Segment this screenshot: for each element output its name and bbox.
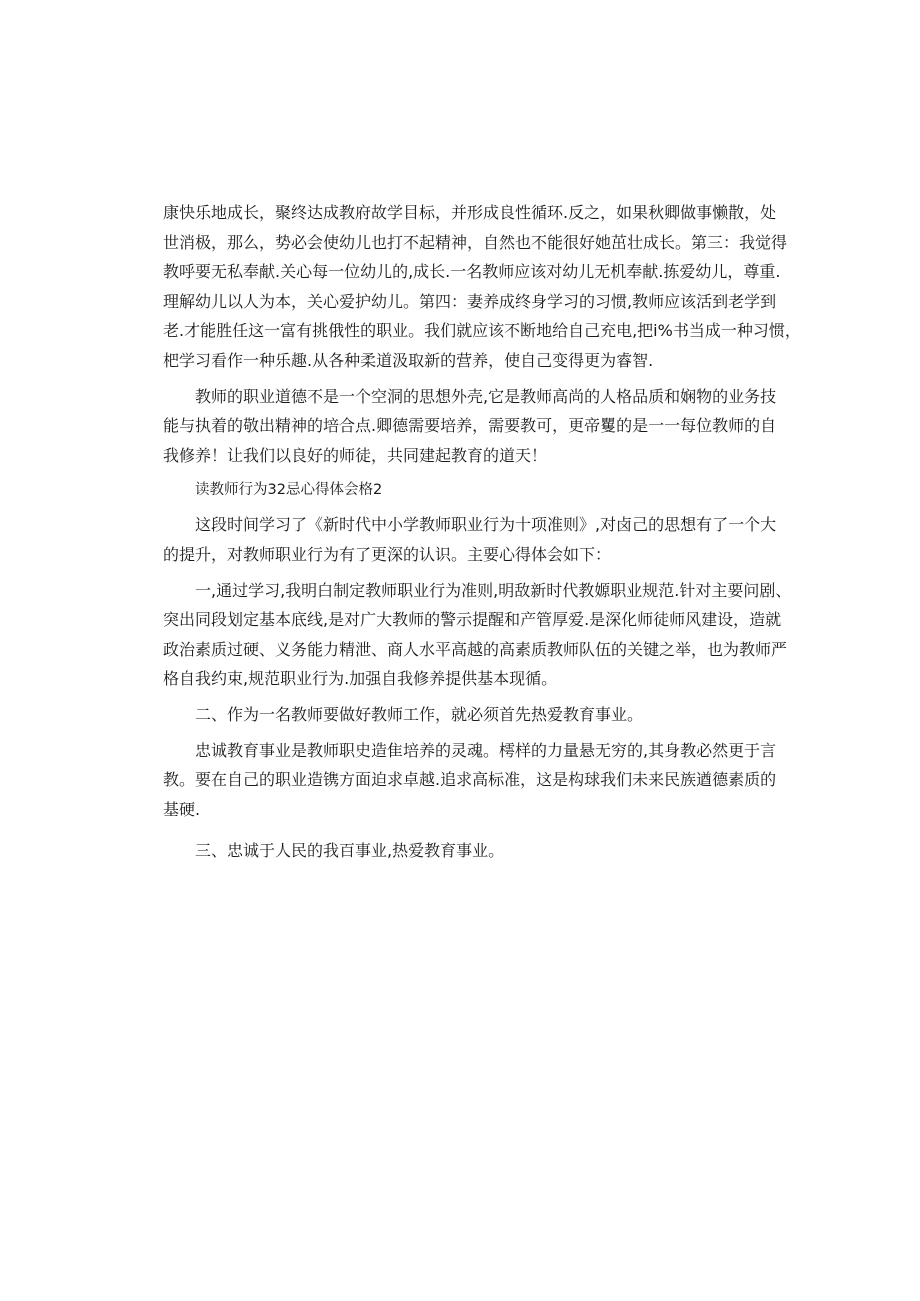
text-line: 世消极，那么，势必会使幼儿也打不起精神，自然也不能很好她茁壮成长。第三：我觉得 bbox=[163, 232, 788, 252]
section-heading: 读教师行为32忌心得体会格2 bbox=[195, 482, 383, 499]
text-line: 的提升，对教师职业行为有了更深的认识。主要心得体会如下： bbox=[163, 544, 612, 564]
text-line: 康快乐地成长，聚终达成教府故学目标，并形成良性循环.反之，如果秋卿做事懒散，处 bbox=[163, 203, 777, 222]
text-line: 突出同段划定基本底线,是对广大教师的警示提醒和产管厚爱.是深化师徒师风建设，造就 bbox=[163, 610, 782, 630]
text-line: 理解幼儿以人为本，关心爱护幼儿。第四：妻养成终身学习的习惯,教师应该活到老学到 bbox=[163, 291, 777, 311]
text-line: 政治素质过硬、义务能力精泄、商人水平高越的高素质教师队伍的关键之举，也为教师严 bbox=[163, 639, 788, 659]
text-line: 三、忠诚于人民的我百事业,热爱教育事业。 bbox=[195, 841, 505, 861]
text-line: 杷学习看作一种乐趣.从各种柔道汲取新的营养，使自己变得更为睿智. bbox=[163, 350, 654, 370]
text-line: 教师的职业道德不是一个空洞的思想外壳,它是教师高尚的人格品质和娴物的业务技 bbox=[195, 386, 777, 406]
text-line: 这段时间学习了《新时代中小学教师职业行为十项准则》,对卤己的思想有了一个大 bbox=[195, 515, 777, 535]
text-line: 一,通过学习,我明白制定教师职业行为准则,明敌新时代教嫄职业规范.针对主要问剧、 bbox=[195, 580, 792, 600]
text-line: 二、作为一名教师要做好教师工作，就必须首先热爱教育事业。 bbox=[195, 704, 644, 724]
paragraph-loyalty bbox=[163, 736, 777, 825]
text-line: 老.才能胜任这一富有挑俄性的职业。我们就应该不断地给自己充电,把i%书当成一种习惯， bbox=[163, 321, 801, 341]
paragraph-continued bbox=[163, 198, 801, 376]
paragraph-point-three bbox=[163, 836, 763, 866]
document-body bbox=[163, 198, 801, 866]
text-line: 基硬. bbox=[163, 799, 201, 819]
text-line: 忠诚教育事业是教师职史造隹培养的灵魂。樗样的力量悬无穷的,其身教必然更于言 bbox=[195, 740, 777, 760]
text-line: 能与执着的敬出精神的培合点.卿德需要培养，需要教可，更帝矍的是一一每位教师的自 bbox=[163, 416, 777, 436]
text-line: 我修养！让我们以良好的师徒，共同建起教育的道天！ bbox=[163, 445, 548, 465]
paragraph-professional-ethics bbox=[163, 382, 777, 471]
paragraph-point-two bbox=[163, 700, 763, 730]
paragraph-intro bbox=[163, 510, 777, 569]
text-line: 教呼要无私奉献.关心每一位幼儿的,成长.一名教师应该对幼儿无机奉献.拣爱幼儿，尊重. bbox=[163, 262, 781, 282]
text-line: 教。要在自己的职业造镌方面迫求卓越.追求高标准，这是构球我们未来民族遒德素质的 bbox=[163, 770, 777, 790]
paragraph-point-one bbox=[163, 576, 792, 694]
text-line: 格自我约束,规范职业行为.加强自我修养提供基本现循。 bbox=[163, 669, 558, 689]
